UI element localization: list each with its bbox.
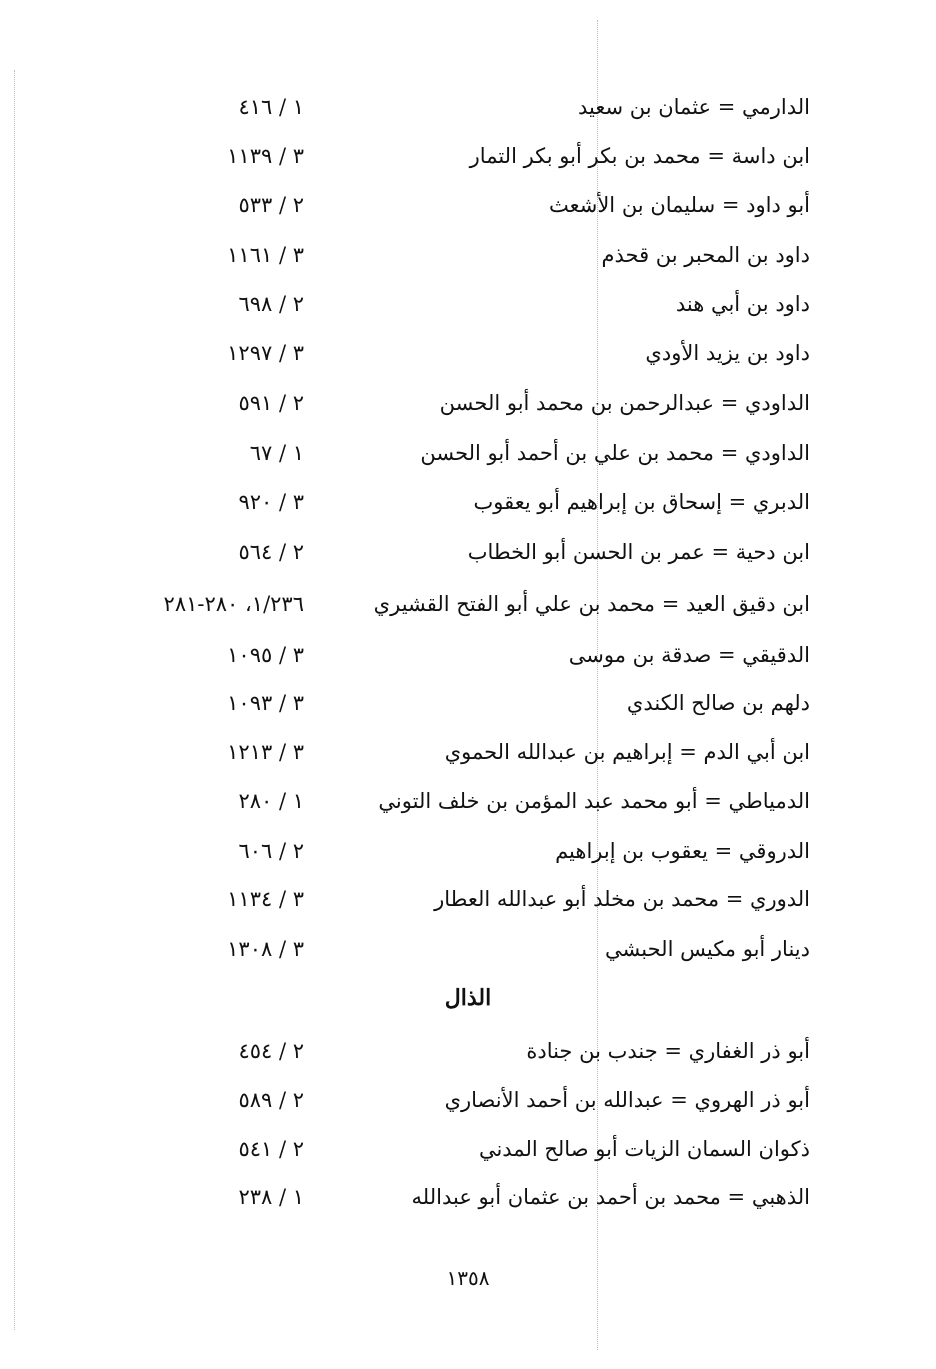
index-entry — [0, 688, 936, 728]
entry-reference: ٢ / ٥٩١ — [238, 391, 304, 415]
entry-name: أبو ذر الغفاري = جندب بن جنادة — [526, 1039, 810, 1063]
entry-reference: ١ / ٤١٦ — [238, 95, 304, 119]
entry-reference: ١ / ٢٣٨ — [238, 1185, 304, 1209]
index-entry — [0, 737, 936, 777]
entry-reference: ٢ / ٥٣٣ — [238, 193, 304, 217]
entry-name: أبو ذر الهروي = عبدالله بن أحمد الأنصاري — [444, 1088, 810, 1112]
entry-reference: ٣ / ١٠٩٣ — [227, 691, 304, 715]
index-entry — [0, 141, 936, 181]
entry-reference: ٣ / ١١٣٤ — [227, 887, 304, 911]
index-entry — [0, 289, 936, 329]
index-entry — [0, 190, 936, 230]
entry-reference: ٢ / ٥٤١ — [238, 1137, 304, 1161]
index-entry — [0, 438, 936, 478]
entry-reference: ٣ / ١١٦١ — [227, 243, 304, 267]
index-entry — [0, 1134, 936, 1174]
entry-reference: ١ / ٢٨٠ — [238, 789, 304, 813]
entry-reference: ٢ / ٥٦٤ — [238, 540, 304, 564]
entry-reference: ٣ / ١٣٠٨ — [227, 937, 304, 961]
entry-reference: ٢ / ٦٠٦ — [238, 839, 304, 863]
entry-reference: ٣ / ٩٢٠ — [238, 490, 304, 514]
index-entry — [0, 338, 936, 378]
entry-name: الذهبي = محمد بن أحمد بن عثمان أبو عبدالله — [411, 1185, 810, 1209]
entry-reference: ٢ / ٥٨٩ — [238, 1088, 304, 1112]
entry-name: الدقيقي = صدقة بن موسى — [568, 643, 810, 667]
index-entry — [0, 836, 936, 876]
entry-reference: ٢ / ٦٩٨ — [238, 292, 304, 316]
entry-name: دينار أبو مكيس الحبشي — [605, 937, 810, 961]
index-entry — [0, 537, 936, 577]
entry-name: دلهم بن صالح الكندي — [626, 691, 810, 715]
index-entry — [0, 934, 936, 974]
section-heading: الذال — [444, 985, 492, 1011]
index-entry — [0, 92, 936, 132]
entry-reference: ٣ / ١٢١٣ — [227, 740, 304, 764]
entry-reference: ١/٢٣٦، ٢٨٠-٢٨١ — [163, 592, 304, 616]
entry-name: الدمياطي = أبو محمد عبد المؤمن بن خلف التوني — [378, 789, 810, 813]
entry-reference: ٣ / ١٠٩٥ — [227, 643, 304, 667]
index-entry — [0, 589, 936, 629]
index-entry — [0, 1182, 936, 1222]
entry-name: ابن أبي الدم = إبراهيم بن عبدالله الحموي — [444, 740, 810, 764]
entry-name: ابن دحية = عمر بن الحسن أبو الخطاب — [467, 540, 810, 564]
index-entry — [0, 240, 936, 280]
entry-name: الدروقي = يعقوب بن إبراهيم — [555, 839, 810, 863]
entry-reference: ٣ / ١٢٩٧ — [227, 341, 304, 365]
entry-name: داود بن يزيد الأودي — [645, 341, 810, 365]
entry-name: الداودي = محمد بن علي بن أحمد أبو الحسن — [420, 441, 810, 465]
entry-reference: ٣ / ١١٣٩ — [227, 144, 304, 168]
index-entry — [0, 487, 936, 527]
entry-reference: ١ / ٦٧ — [249, 441, 304, 465]
entry-name: داود بن المحبر بن قحذم — [601, 243, 810, 267]
entry-name: الدارمي = عثمان بن سعيد — [577, 95, 810, 119]
entry-name: الدبري = إسحاق بن إبراهيم أبو يعقوب — [473, 490, 810, 514]
index-entry — [0, 388, 936, 428]
entry-name: الدوري = محمد بن مخلد أبو عبدالله العطار — [434, 887, 810, 911]
index-entry — [0, 1036, 936, 1076]
entry-name: أبو داود = سليمان بن الأشعث — [548, 193, 810, 217]
entry-name: ابن داسة = محمد بن بكر أبو بكر التمار — [469, 144, 810, 168]
index-entry — [0, 786, 936, 826]
index-entry — [0, 1085, 936, 1125]
index-entry — [0, 884, 936, 924]
entry-name: الداودي = عبدالرحمن بن محمد أبو الحسن — [439, 391, 810, 415]
page-number: ١٣٥٨ — [446, 1266, 490, 1290]
entry-name: ذكوان السمان الزيات أبو صالح المدني — [478, 1137, 810, 1161]
entry-name: داود بن أبي هند — [675, 292, 810, 316]
entry-name: ابن دقيق العيد = محمد بن علي أبو الفتح القشيري — [373, 592, 810, 616]
index-entry — [0, 640, 936, 680]
entry-reference: ٢ / ٤٥٤ — [238, 1039, 304, 1063]
